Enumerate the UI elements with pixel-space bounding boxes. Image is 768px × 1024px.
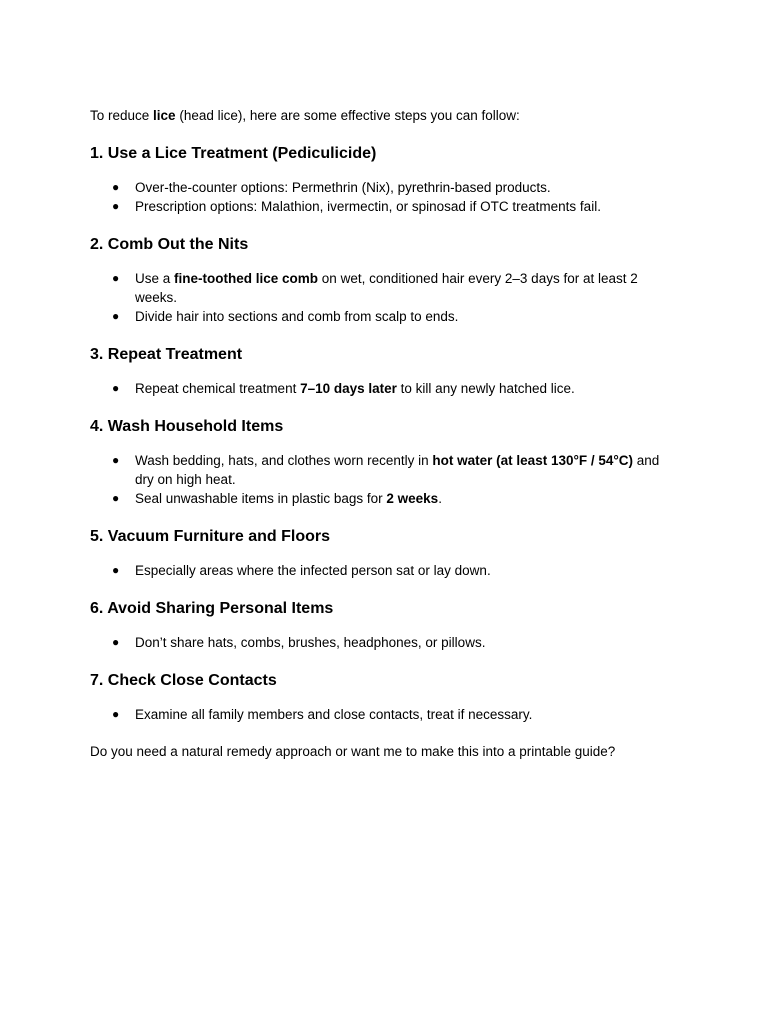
bullet-dot-icon: ● (112, 199, 120, 213)
bullet-text: Over-the-counter options: Permethrin (Nix), pyrethrin-based products. (135, 180, 551, 195)
step-section (90, 598, 680, 652)
bullet-item (90, 633, 680, 652)
step-heading: 5. Vacuum Furniture and Floors (90, 528, 331, 545)
bullet-text-bold: hot water (at least 130°F / 54°C) (432, 453, 634, 468)
step-heading: 7. Check Close Contacts (90, 672, 277, 689)
bullet-dot-icon: ● (112, 453, 120, 467)
bullet-item (90, 561, 680, 580)
bullet-dot-icon: ● (112, 271, 120, 285)
step-bullet-list (90, 178, 680, 216)
step-heading: 4. Wash Household Items (90, 418, 284, 435)
closing-question: Do you need a natural remedy approach or want me to make this into a printable guide? (90, 744, 616, 759)
step-bullet-list (90, 561, 680, 580)
step-bullet-list (90, 379, 680, 398)
bullet-item (90, 379, 680, 398)
bullet-text: Use a (135, 271, 175, 286)
step-section (90, 526, 680, 580)
bullet-dot-icon: ● (112, 180, 120, 194)
bullet-item (90, 489, 680, 508)
step-bullet-list (90, 451, 680, 508)
step-heading: 2. Comb Out the Nits (90, 236, 249, 253)
bullet-text: Divide hair into sections and comb from scalp to ends. (135, 309, 459, 324)
bullet-text-bold: 7–10 days later (300, 381, 397, 396)
bullet-text: to kill any newly hatched lice. (396, 381, 575, 396)
step-section (90, 416, 680, 508)
bullet-text: on wet, conditioned hair every 2–3 days for at least 2 weeks. (135, 271, 638, 305)
bullet-item (90, 451, 680, 489)
step-section (90, 670, 680, 724)
step-section (90, 344, 680, 398)
step-bullet-list (90, 705, 680, 724)
bullet-dot-icon: ● (112, 563, 120, 577)
intro-text-bold: lice (153, 108, 176, 123)
step-heading: 6. Avoid Sharing Personal Items (90, 600, 334, 617)
bullet-dot-icon: ● (112, 635, 120, 649)
bullet-text: Don’t share hats, combs, brushes, headphones, or pillows. (135, 635, 486, 650)
step-heading: 3. Repeat Treatment (90, 346, 243, 363)
bullet-text: . (438, 491, 442, 506)
bullet-text: and dry on high heat. (135, 453, 660, 487)
bullet-text: Seal unwashable items in plastic bags for (135, 491, 387, 506)
intro-paragraph (90, 106, 680, 125)
document-body (90, 106, 680, 761)
bullet-item (90, 178, 680, 197)
bullet-dot-icon: ● (112, 309, 120, 323)
bullet-item (90, 307, 680, 326)
bullet-text: Especially areas where the infected person sat or lay down. (135, 563, 491, 578)
step-section (90, 143, 680, 216)
bullet-text: Examine all family members and close contacts, treat if necessary. (135, 707, 533, 722)
bullet-dot-icon: ● (112, 707, 120, 721)
intro-text-post: (head lice), here are some effective steps you can follow: (175, 108, 520, 123)
bullet-item (90, 269, 680, 307)
bullet-dot-icon: ● (112, 381, 120, 395)
step-bullet-list (90, 633, 680, 652)
bullet-item (90, 705, 680, 724)
bullet-text: Prescription options: Malathion, ivermectin, or spinosad if OTC treatments fail. (135, 199, 601, 214)
bullet-text: Wash bedding, hats, and clothes worn recently in (135, 453, 433, 468)
bullet-text-bold: fine-toothed lice comb (174, 271, 319, 286)
bullet-item (90, 197, 680, 216)
steps-list (90, 143, 680, 724)
bullet-text-bold: 2 weeks (386, 491, 439, 506)
step-section (90, 234, 680, 326)
intro-text-pre: To reduce (90, 108, 154, 123)
bullet-dot-icon: ● (112, 491, 120, 505)
bullet-text: Repeat chemical treatment (135, 381, 301, 396)
step-bullet-list (90, 269, 680, 326)
step-heading: 1. Use a Lice Treatment (Pediculicide) (90, 145, 377, 162)
